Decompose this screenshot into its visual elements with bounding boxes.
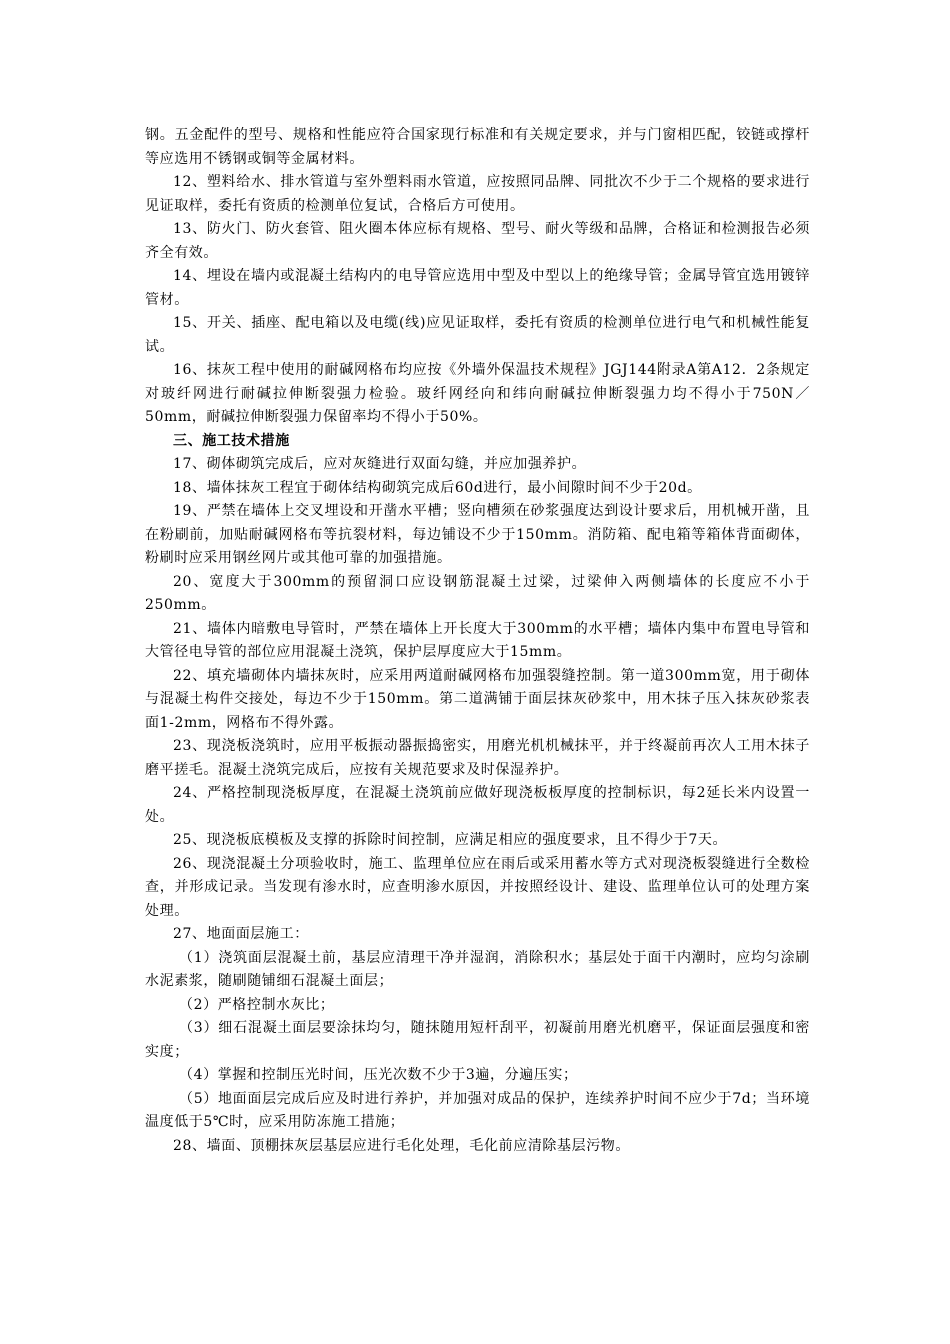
clause-14: 14、埋设在墙内或混凝土结构内的电导管应选用中型及中型以上的绝缘导管；金属导管宜选用镀锌管材。 <box>145 268 810 308</box>
clause-20: 20、宽度大于300mm的预留洞口应设钢筋混凝土过梁，过梁伸入两侧墙体的长度应不小于250mm。 <box>145 573 810 613</box>
sub-item-5: （5）地面面层完成后应及时进行养护，并加强对成品的保护，连续养护时间不应少于7d；当环境温度低于5℃时，应采用防冻施工措施； <box>145 1090 810 1130</box>
sub-item-2: （2）严格控制水灰比； <box>179 996 335 1013</box>
clause-26: 26、现浇混凝土分项验收时，施工、监理单位应在雨后或采用蓄水等方式对现浇板裂缝进行全数检查，并形成记录。当发现有渗水时，应查明渗水原因，并按照经设计、建设、监理单位认可的处理方案处理。 <box>145 855 810 919</box>
sub-item-1: （1）浇筑面层混凝土前，基层应清理干净并湿润，消除积水；基层处于面干内潮时，应均匀涂刷水泥素浆，随刷随铺细石混凝土面层； <box>145 949 810 989</box>
clause-25: 25、现浇板底模板及支撑的拆除时间控制，应满足相应的强度要求，且不得少于7天。 <box>173 832 728 848</box>
clause-27: 27、地面面层施工： <box>173 926 309 942</box>
sub-item-3: （3）细石混凝土面层要涂抹均匀，随抹随用短杆刮平，初凝前用磨光机磨平，保证面层强度和密实度； <box>145 1020 810 1060</box>
clause-19: 19、严禁在墙体上交叉埋设和开凿水平槽；竖向槽须在砂浆强度达到设计要求后，用机械开凿，且在粉刷前，加贴耐碱网格布等抗裂材料，每边铺设不少于150mm。消防箱、配电箱等箱体背面砌体，粉刷时应采用钢丝网片或其他可靠的加强措施。 <box>145 503 810 566</box>
document-body <box>145 124 810 1158</box>
clause-16: 16、抹灰工程中使用的耐碱网格布均应按《外墙外保温技术规程》JGJ144附录A第A12．2条规定对玻纤网进行耐碱拉伸断裂强力检验。玻纤网经向和纬向耐碱拉伸断裂强力均不得小于750N／50mm，耐碱拉伸断裂强力保留率均不得小于50%。 <box>145 362 810 425</box>
clause-17: 17、砌体砌筑完成后，应对灰缝进行双面勾缝，并应加强养护。 <box>173 456 587 472</box>
clause-21: 21、墙体内暗敷电导管时，严禁在墙体上开长度大于300mm的水平槽；墙体内集中布置电导管和大管径电导管的部位应用混凝土浇筑，保护层厚度应大于15mm。 <box>145 620 810 660</box>
section-heading: 三、施工技术措施 <box>173 432 290 449</box>
sub-item-4: （4）掌握和控制压光时间，压光次数不少于3遍，分遍压实； <box>179 1067 578 1083</box>
clause-18: 18、墙体抹灰工程宜于砌体结构砌筑完成后60d进行，最小间隙时间不少于20d。 <box>173 479 702 496</box>
clause-28: 28、墙面、顶棚抹灰层基层应进行毛化处理，毛化前应清除基层污物。 <box>173 1137 631 1154</box>
clause-13: 13、防火门、防火套管、阻火圈本体应标有规格、型号、耐火等级和品牌，合格证和检测报告必须齐全有效。 <box>145 221 810 261</box>
paragraph-continuation: 钢。五金配件的型号、规格和性能应符合国家现行标准和有关规定要求，并与门窗相匹配，铰链或撑杆等应选用不锈钢或铜等金属材料。 <box>145 127 810 167</box>
clause-15: 15、开关、插座、配电箱以及电缆(线)应见证取样，委托有资质的检测单位进行电气和机械性能复试。 <box>145 315 810 355</box>
clause-22: 22、填充墙砌体内墙抹灰时，应采用两道耐碱网格布加强裂缝控制。第一道300mm宽，用于砌体与混凝土构件交接处，每边不少于150mm。第二道满铺于面层抹灰砂浆中，用木抹子压入抹灰砂浆表面1-2mm，网格布不得外露。 <box>145 667 810 731</box>
clause-12: 12、塑料给水、排水管道与室外塑料雨水管道，应按照同品牌、同批次不少于二个规格的要求进行见证取样，委托有资质的检测单位复试，合格后方可使用。 <box>145 174 810 214</box>
clause-24: 24、严格控制现浇板厚度，在混凝土浇筑前应做好现浇板板厚度的控制标识，每2延长米内设置一处。 <box>145 785 810 825</box>
clause-23: 23、现浇板浇筑时，应用平板振动器振捣密实，用磨光机机械抹平，并于终凝前再次人工用木抹子磨平搓毛。混凝土浇筑完成后，应按有关规范要求及时保湿养护。 <box>145 738 810 778</box>
